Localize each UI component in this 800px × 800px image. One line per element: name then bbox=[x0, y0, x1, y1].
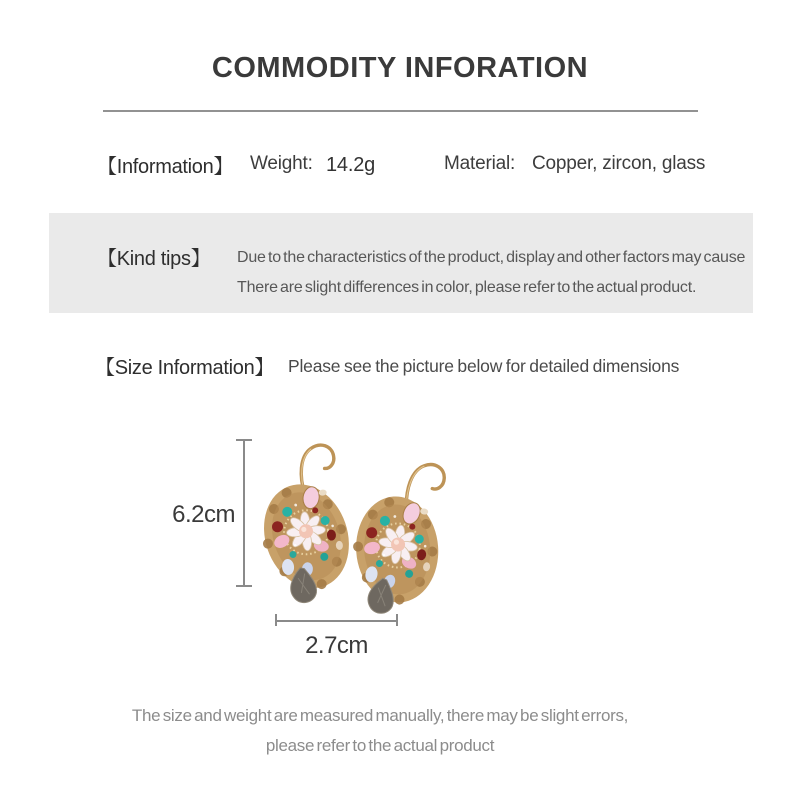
kind-tips-label: 【Kind tips】 bbox=[97, 248, 211, 270]
kind-tips-line1: Due to the characteristics of the product, display and other factors may cause bbox=[237, 249, 746, 266]
width-dimension-label: 2.7cm bbox=[305, 632, 368, 659]
material-value: Copper, zircon, glass bbox=[532, 153, 706, 174]
dimension-line-horizontal bbox=[276, 620, 397, 622]
weight-value: 14.2g bbox=[326, 154, 376, 176]
material-label: Material: bbox=[444, 153, 516, 174]
page-title: COMMODITY INFORATION bbox=[211, 52, 589, 84]
footer-line1: The size and weight are measured manually, there may be slight errors, bbox=[131, 706, 629, 725]
earrings-image bbox=[246, 428, 468, 620]
dimension-cap-right bbox=[396, 614, 398, 626]
kind-tips-line2: There are slight differences in color, please refer to the actual product. bbox=[237, 279, 697, 296]
size-section-description: Please see the picture below for detailed dimensions bbox=[288, 356, 680, 376]
footer-note bbox=[0, 701, 760, 761]
dimension-line-vertical bbox=[243, 440, 245, 586]
kind-tips-text bbox=[237, 243, 746, 303]
dimension-cap-bottom bbox=[236, 585, 252, 587]
weight-label: Weight: bbox=[250, 153, 313, 174]
height-dimension-label: 6.2cm bbox=[172, 501, 235, 528]
size-section-label: 【Size Information】 bbox=[95, 357, 275, 379]
information-section-label: 【Information】 bbox=[97, 156, 234, 178]
footer-line2: please refer to the actual product bbox=[265, 736, 495, 755]
title-divider bbox=[103, 110, 698, 112]
